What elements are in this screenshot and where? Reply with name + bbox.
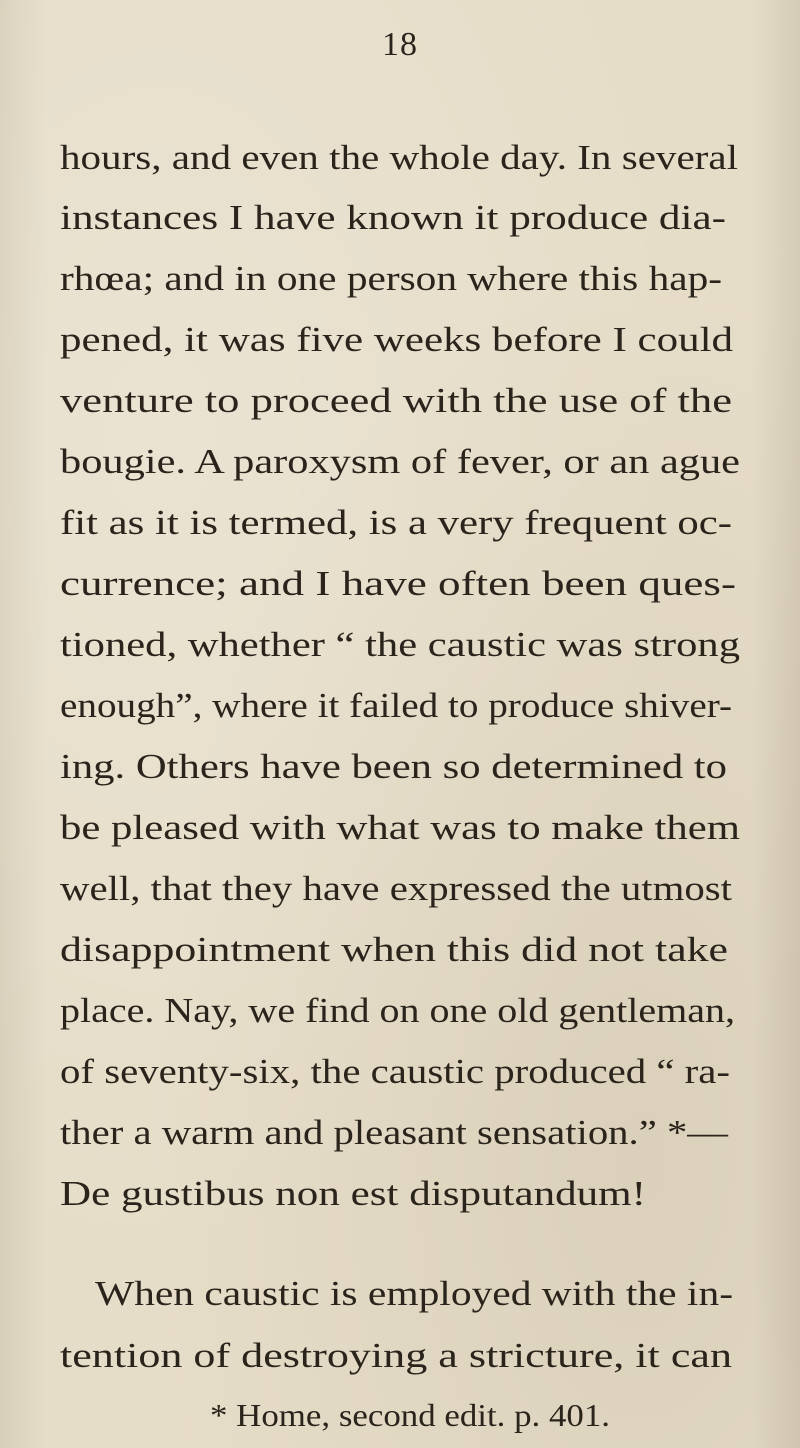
text-line-3 [0, 249, 800, 309]
text-line-7-content: fit as it is termed, is a very frequent oc- [60, 503, 732, 542]
text-line-1-content: hours, and even the whole day. In several [60, 138, 738, 177]
text-line-19-content: When caustic is employed with the in- [95, 1274, 733, 1313]
text-line-5 [0, 371, 800, 431]
text-line-14-content: disappointment when this did not take [60, 930, 728, 969]
text-line-6-content: bougie. A paroxysm of fever, or an ague [60, 442, 740, 481]
text-line-20-content: tention of destroying a stricture, it can [60, 1336, 732, 1375]
text-line-6 [0, 432, 800, 492]
text-line-17-content: ther a warm and pleasant sensation.” *— [60, 1113, 728, 1152]
text-line-4 [0, 310, 800, 370]
text-line-8-content: currence; and I have often been ques- [60, 564, 736, 603]
text-line-13-content: well, that they have expressed the utmost [60, 869, 732, 908]
text-line-13 [0, 859, 800, 919]
text-line-1 [0, 128, 800, 188]
footnote [0, 1385, 800, 1445]
text-line-2 [0, 188, 800, 248]
text-line-18-content: De gustibus non est disputandum! [60, 1174, 646, 1213]
text-line-9 [0, 615, 800, 675]
text-line-16-content: of seventy-six, the caustic produced “ ra- [60, 1052, 730, 1091]
page-number: 18 [382, 26, 418, 63]
text-line-10 [0, 676, 800, 736]
text-line-5-content: venture to proceed with the use of the [60, 381, 732, 420]
footnote-text: * Home, second edit. p. 401. [210, 1397, 610, 1433]
text-line-18 [0, 1164, 800, 1224]
text-line-15-content: place. Nay, we find on one old gentleman, [60, 991, 735, 1030]
text-line-12 [0, 798, 800, 858]
text-line-8 [0, 554, 800, 614]
text-line-4-content: pened, it was five weeks before I could [60, 320, 733, 359]
text-line-20 [0, 1326, 800, 1386]
text-line-3-content: rhœa; and in one person where this hap- [60, 259, 722, 298]
text-line-7 [0, 493, 800, 553]
text-line-14 [0, 920, 800, 980]
text-line-16 [0, 1042, 800, 1102]
text-line-11 [0, 737, 800, 797]
text-line-12-content: be pleased with what was to make them [60, 808, 740, 847]
text-line-19 [0, 1264, 800, 1324]
text-line-15 [0, 981, 800, 1041]
text-line-2-content: instances I have known it produce dia- [60, 198, 726, 237]
text-line-10-content: enough”, where it failed to produce shiver- [60, 686, 733, 725]
text-line-17 [0, 1103, 800, 1163]
text-line-11-content: ing. Others have been so determined to [60, 747, 727, 786]
text-line-9-content: tioned, whether “ the caustic was strong [60, 625, 740, 664]
